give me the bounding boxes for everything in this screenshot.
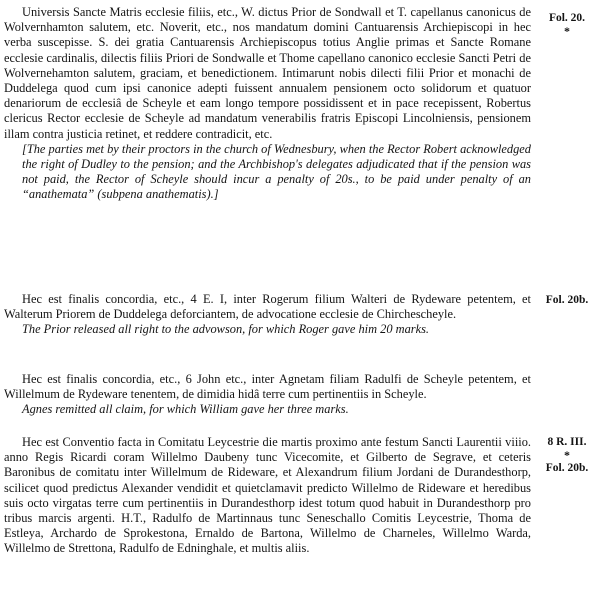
entry-2-margin bbox=[536, 292, 598, 308]
entry-4-margin bbox=[536, 434, 598, 476]
entry-2-latin-text bbox=[4, 292, 531, 322]
entry-1-english-note: [The parties met by their proctors in the church of Wednesbury, when the Rector Robert acknowledged the right of Dudley to the pension; and the Archbishop's delegates adjudicated that if the pension was not paid, the Rector of Scheyle should incur a penalty of 20s., to be paid under penalty of an “anathemata” (subpena anathematis).] bbox=[22, 141, 531, 202]
entry-1-latin: Universis Sancte Matris ecclesie filiis, etc., W. dictus Prior de Sondwall et T. capellanus canonicus de Wolvernhamton salutem, etc. Noverit, etc., nos mandatum domini Cantuarensis Archiepiscopi in hec verba suscepisse. S. dei gratia Cantuarensis Archiepiscopus totius Anglie primas et Sancte Romane ecclesie cardinalis, dilectis filiis Priori de Sondwalle et Thome capellano canonico ecclesie Sancti Petri de Wolvernehamton salutem, graciam, et benedictionem. Intimarunt nobis dilecti filii Prior et monachi de Duddelega quod cum ipsi canonice adepti fuissent annualem pensionem octo solidorum et quatuor denariorum de ecclesiâ de Scheyle et eam longo tempore possidissent et in pace recepissent, Robertus clericus Rector ecclesie de Scheyle ad mandatum venerabilis fratris Episcopi Lincolniensis, pensionem illam contra justicia retinet, et reddere contradicit, etc. bbox=[4, 5, 531, 141]
entry-2 bbox=[4, 292, 531, 338]
entry-2-latin: Hec est finalis concordia, etc., 4 E. I, inter Rogerum filium Walteri de Rydeware petentem, et Walterum Priorem de Duddelega deforciantem, de advocatione ecclesie de Chirchescheyle. bbox=[4, 292, 531, 322]
entry-3-english-note: Agnes remitted all claim, for which William gave her three marks. bbox=[22, 402, 349, 417]
entry-3-latin: Hec est finalis concordia, etc., 6 John etc., inter Agnetam filiam Radulfi de Scheyle petentem, et Willelmum de Rydeware tenentem, de dimidia hidâ terre cum pertinentiis in Scheyle. bbox=[4, 372, 531, 402]
folio-ref: Fol. 20b. bbox=[545, 294, 589, 306]
entry-1-latin-text bbox=[4, 5, 531, 142]
entry-4-latin-text bbox=[4, 435, 531, 557]
entry-2-english-note: The Prior released all right to the advowson, for which Roger gave him 20 marks. bbox=[22, 322, 430, 337]
entry-4 bbox=[4, 435, 531, 557]
entry-3-latin-text bbox=[4, 372, 531, 402]
entry-4-latin: Hec est Conventio facta in Comitatu Leycestrie die martis proximo ante festum Sancti Laurentii viiio. anno Regis Ricardi coram Willelmo Daubeny tunc Vicecomite, et Gilberto de Segrave, et ceteris Baronibus de comitatu inter Willelmum de Rideware, et Alexandrum filium Jordani de Durandesthorp, scilicet quod predictus Alexander vendidit et quietclamavit predicto Willelmo de Rideware et heredibus suis octo virgatas terre cum pertinentiis in Durandesthorp idest totum quod habuit in Durandesthorp pro tribus marcis argenti. H.T., Radulfo de Martinnaus tunc Seneschallo Comitis Leycestrie, Thoma de Estleya, Archardo de Sprokestona, Ernaldo de Bartona, Willelmo de Charneles, Willelmo Warda, Willelmo de Strettona, Radulfo de Edninghale, et multis aliis. bbox=[4, 435, 531, 556]
entry-3 bbox=[4, 372, 531, 418]
asterisk-mark: * bbox=[564, 448, 570, 462]
asterisk-mark: * bbox=[564, 24, 570, 38]
entry-1-margin bbox=[536, 10, 598, 36]
entry-1 bbox=[4, 5, 531, 203]
folio-ref: Fol. 20. bbox=[548, 12, 586, 24]
regnal-year-ref: 8 R. III. bbox=[547, 436, 587, 448]
folio-ref: Fol. 20b. bbox=[545, 462, 589, 474]
